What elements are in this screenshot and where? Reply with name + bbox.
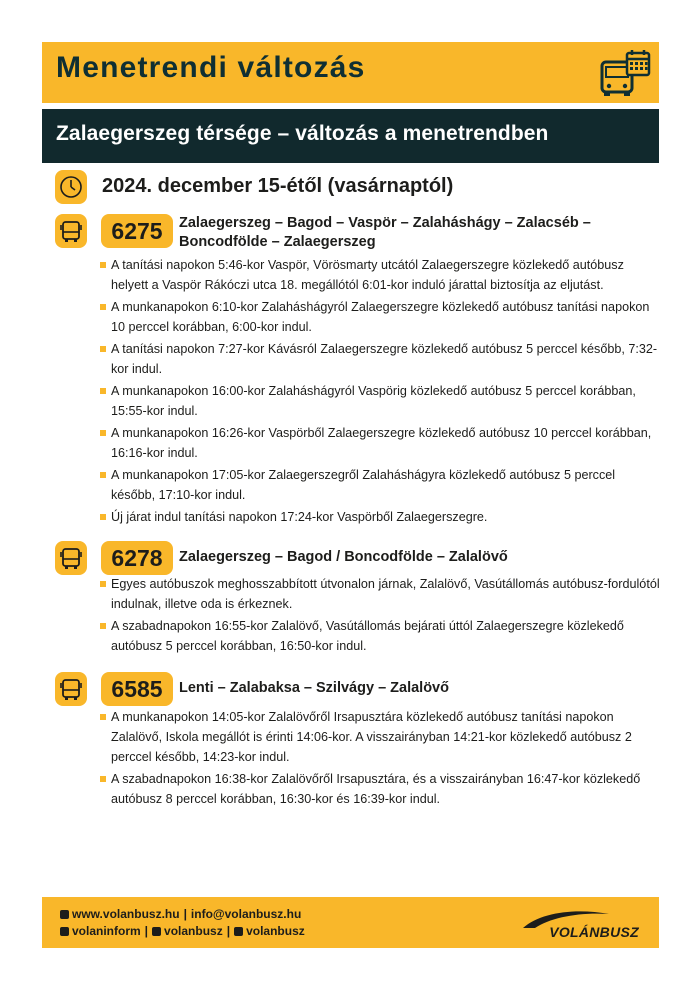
list-item: A szabadnapokon 16:55-kor Zalalövő, Vasútállomás bejárati úttól Zalaegerszegre közlekedő autóbusz 5 perccel korábban, 16:50-kor indul. xyxy=(100,616,660,656)
brand-name: VOLÁNBUSZ xyxy=(549,924,639,940)
list-item: A munkanapokon 16:00-kor Zalaháshágyról Vaspörig közlekedő autóbusz 5 perccel korábban, 15:55-kor indul. xyxy=(100,381,660,421)
social-link[interactable]: volanbusz xyxy=(246,924,305,938)
effective-date: 2024. december 15-étől (vasárnaptól) xyxy=(102,175,454,197)
social-link[interactable]: volaninform xyxy=(72,924,141,938)
bullet-icon xyxy=(100,714,106,720)
bullet-icon xyxy=(100,262,106,268)
list-item: A munkanapokon 17:05-kor Zalaegerszegről Zalaháshágyra közlekedő autóbusz 5 perccel később, 17:10-kor indul. xyxy=(100,465,660,505)
volanbusz-logo xyxy=(511,908,639,940)
bullet-icon xyxy=(100,581,106,587)
bullet-icon xyxy=(100,346,106,352)
bullet-icon xyxy=(100,623,106,629)
email-link[interactable]: info@volanbusz.hu xyxy=(190,907,302,921)
list-item: A munkanapokon 14:05-kor Zalalövőről Irsapusztára közlekedő autóbusz tanítási napokon Zalalövő, Iskola megállót is érinti 14:06-kor. A visszairányban 14:21-kor közlekedő autóbusz 2 perccel később, 14:23-kor indul. xyxy=(100,707,660,767)
web-icon xyxy=(60,910,69,919)
list-item: A tanítási napokon 7:27-kor Kávásról Zalaegerszegre közlekedő autóbusz 5 perccel később, 7:32-kor indul. xyxy=(100,339,660,379)
subtitle-banner xyxy=(42,109,659,163)
list-item: A munkanapokon 6:10-kor Zalaháshágyról Zalaegerszegre közlekedő autóbusz tanítási napokon 10 perccel korábban, 6:00-kor indul. xyxy=(100,297,660,337)
footer-contact-line: www.volanbusz.hu | info@volanbusz.hu xyxy=(60,907,301,921)
list-item: Egyes autóbuszok meghosszabbított útvonalon járnak, Zalalövő, Vasútállomás autóbusz-fordulótól indulnak, illetve oda is érkeznek. xyxy=(100,574,660,614)
route-number: 6585 xyxy=(101,672,173,706)
route-name: Zalaegerszeg – Bagod / Boncodfölde – Zalalövő xyxy=(179,549,508,565)
facebook-icon xyxy=(60,927,69,936)
route-notes-6278 xyxy=(100,574,660,658)
bus-calendar-icon xyxy=(599,48,651,96)
route-name: Zalaegerszeg – Bagod – Vaspör – Zalaháshágy – Zalacséb – Boncodfölde – Zalaegerszeg xyxy=(179,215,591,250)
bullet-icon xyxy=(100,514,106,520)
list-item: Új járat indul tanítási napokon 17:24-kor Vaspörből Zalaegerszegre. xyxy=(100,507,660,527)
social-link[interactable]: volanbusz xyxy=(164,924,223,938)
route-name: Lenti – Zalabaksa – Szilvágy – Zalalövő xyxy=(179,680,449,696)
route-notes-6585 xyxy=(100,707,660,811)
bullet-icon xyxy=(100,388,106,394)
bus-badge xyxy=(55,672,87,706)
youtube-icon xyxy=(152,927,161,936)
route-notes-6275 xyxy=(100,255,660,529)
bus-icon xyxy=(55,214,87,248)
bus-icon xyxy=(55,541,87,575)
page-title: Menetrendi változás xyxy=(56,51,366,84)
bullet-icon xyxy=(100,776,106,782)
list-item: A szabadnapokon 16:38-kor Zalalövőről Irsapusztára, és a visszairányban 16:47-kor közlekedő autóbusz 8 perccel korábban, 16:30-kor és 16:39-kor indul. xyxy=(100,769,660,809)
route-number: 6275 xyxy=(101,214,173,248)
footer-social-line: volaninform | volanbusz | volanbusz xyxy=(60,924,305,938)
route-number: 6278 xyxy=(101,541,173,575)
page-subtitle: Zalaegerszeg térsége – változás a menetrendben xyxy=(56,122,549,145)
list-item: A munkanapokon 16:26-kor Vaspörből Zalaegerszegre közlekedő autóbusz 10 perccel korábban, 16:16-kor indul. xyxy=(100,423,660,463)
instagram-icon xyxy=(234,927,243,936)
footer xyxy=(42,897,659,948)
bullet-icon xyxy=(100,304,106,310)
website-link[interactable]: www.volanbusz.hu xyxy=(72,907,180,921)
bus-badge xyxy=(55,541,87,575)
list-item: A tanítási napokon 5:46-kor Vaspör, Vörösmarty utcától Zalaegerszegre közlekedő autóbusz helyett a Vaspör Rákóczi utca 18. megállótól 6:01-kor induló járattal biztosítja az eljutást. xyxy=(100,255,660,295)
bus-badge xyxy=(55,214,87,248)
bullet-icon xyxy=(100,472,106,478)
title-banner xyxy=(42,42,659,103)
clock-icon xyxy=(55,170,87,204)
bullet-icon xyxy=(100,430,106,436)
bus-icon xyxy=(55,672,87,706)
clock-badge xyxy=(55,170,87,204)
